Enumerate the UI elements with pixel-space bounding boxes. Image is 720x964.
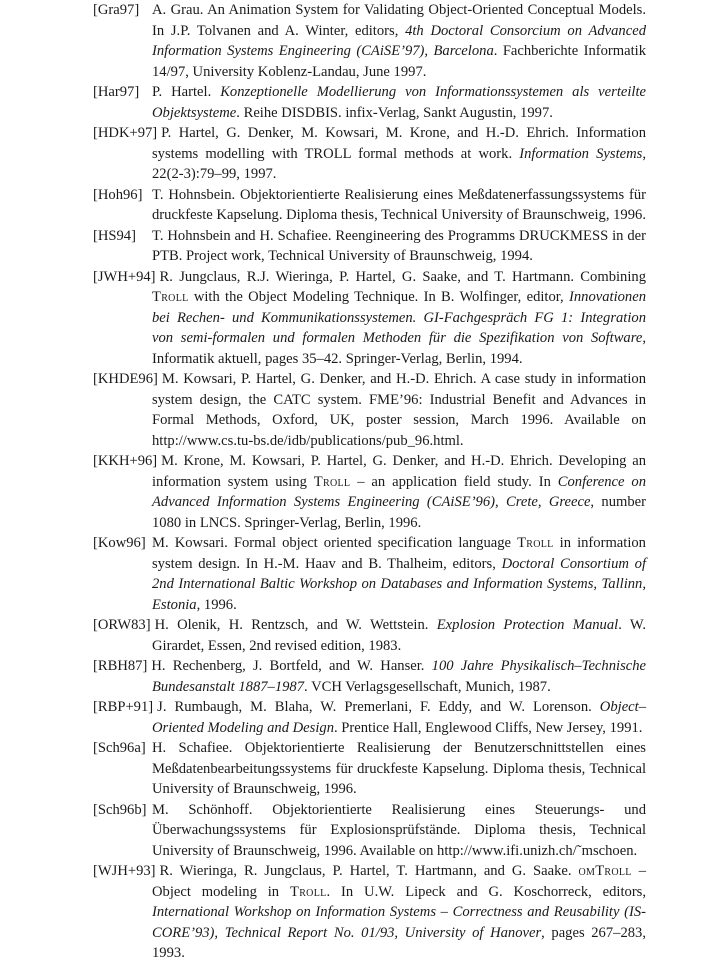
reference-entry [93, 533, 646, 615]
reference-segment: P. Hartel. [152, 84, 221, 100]
reference-smallcaps-segment: Troll [289, 883, 327, 900]
reference-italic-segment: International Workshop on Information Systems – Correctness and Reusability (IS-CORE’93), Technical Report No. 01/93, University of Hanover [152, 904, 646, 941]
reference-label: [HS94] [93, 227, 136, 244]
reference-segment: – Object modeling in [152, 863, 646, 900]
reference-entry [93, 738, 646, 800]
reference-smallcaps-segment: Troll [517, 535, 554, 551]
reference-entry [93, 82, 646, 123]
reference-italic-segment: Information Systems [519, 145, 643, 162]
reference-text [152, 228, 646, 265]
bibliography-list [93, 0, 646, 964]
reference-smallcaps-segment: omTroll [578, 863, 632, 879]
reference-text [151, 658, 646, 695]
reference-label: [RBP+91] [93, 699, 154, 715]
reference-segment: A. Grau. An Animation System for Validating Object-Oriented Conceptual Models. In J.P. Tolvanen and A. Winter, editors, [152, 2, 646, 39]
reference-text [152, 125, 646, 182]
reference-label: [JWH+94] [93, 268, 156, 285]
reference-segment: with the Object Modeling Technique. In B. Wolfinger, editor, [188, 289, 569, 305]
reference-entry [93, 451, 646, 533]
reference-entry [93, 697, 646, 738]
reference-segment: M. Kowsari. Formal object oriented specification language [152, 535, 518, 551]
reference-text [152, 535, 646, 613]
reference-entry [93, 185, 646, 226]
reference-segment: H. Rechenberg, J. Bortfeld, and W. Hanser. [151, 658, 432, 674]
reference-italic-segment: Innovationen bei Rechen- und Kommunikationssystemen. GI-Fachgespräch FG 1: Integration von semi-formalen und formalen Methoden für die Spezifikation von Software [152, 289, 646, 346]
reference-segment: , 1996. [196, 596, 237, 613]
reference-segment: – an application field study. In [350, 473, 558, 490]
reference-text [152, 371, 646, 449]
reference-label: [RBH87] [93, 658, 148, 674]
reference-smallcaps-segment: Troll [152, 289, 189, 305]
reference-smallcaps-segment: Troll [313, 473, 351, 490]
reference-text [152, 863, 646, 961]
reference-italic-segment: Explosion Protection Manual [436, 617, 619, 633]
reference-segment: , Informatik aktuell, pages 35–42. Springer-Verlag, Berlin, 1994. [152, 330, 646, 367]
reference-segment: . W. Girardet, Essen, 2nd revised edition, 1983. [152, 617, 646, 654]
reference-segment: P. Hartel, G. Denker, M. Kowsari, M. Krone, and H.-D. Ehrich. Information systems modelling with TROLL formal methods at work. [152, 125, 646, 162]
reference-entry [93, 123, 646, 185]
reference-segment: T. Hohnsbein and H. Schafiee. Reengineering des Programms DRUCKMESS in der PTB. Project work, Technical University of Braunschweig, 1994. [152, 227, 646, 264]
reference-segment: , number 1080 in LNCS. Springer-Verlag, Berlin, 1996. [152, 494, 646, 531]
reference-label: [Hoh96] [93, 186, 143, 203]
reference-segment: . VCH Verlagsgesellschaft, Munich, 1987. [304, 678, 551, 695]
reference-segment: , 22(2-3):79–99, 1997. [152, 145, 646, 182]
reference-segment: M. Kowsari, P. Hartel, G. Denker, and H.-D. Ehrich. A case study in information system design, the CATC system. FME’96: Industrial Benefit and Advances in Formal Methods, Oxford, UK, poster session, March 1996. Available on http://www.cs.tu-bs.de/idb/publications/pub_96.html. [152, 371, 646, 449]
reference-italic-segment: Doctoral Consortium of 2nd International Baltic Workshop on Databases and Information Systems, Tallinn, Estonia [152, 555, 647, 613]
reference-segment: . In U.W. Lipeck and G. Koschorreck, editors, [326, 883, 647, 900]
reference-label: [Gra97] [93, 2, 140, 18]
reference-entry [93, 267, 646, 370]
reference-italic-segment: 100 Jahre Physikalisch–Technische Bundesanstalt 1887–1987 [152, 658, 646, 695]
reference-text [152, 269, 646, 367]
reference-entry [93, 800, 646, 862]
reference-text [152, 699, 646, 736]
reference-segment: J. Rumbaugh, M. Blaha, W. Premerlani, F. Eddy, and W. Lorenson. [157, 699, 600, 715]
reference-segment: . Reihe DISDBIS. infix-Verlag, Sankt Augustin, 1997. [236, 104, 553, 121]
reference-text [152, 617, 646, 654]
reference-entry [93, 0, 646, 82]
reference-segment: . Fachberichte Informatik 14/97, University Koblenz-Landau, June 1997. [152, 43, 647, 80]
reference-segment: . Prentice Hall, Englewood Cliffs, New Jersey, 1991. [334, 719, 643, 736]
reference-label: [KKH+96] [93, 453, 158, 469]
reference-entry [93, 369, 646, 451]
reference-label: [ORW83] [93, 617, 151, 633]
reference-segment: T. Hohnsbein. Objektorientierte Realisierung eines Meßdatenerfassungssystems für druckfeste Kapselung. Diploma thesis, Technical University of Braunschweig, 1996. [152, 186, 646, 223]
reference-text [152, 802, 646, 859]
reference-text [152, 2, 646, 80]
reference-label: [Kow96] [93, 535, 146, 551]
reference-label: [Sch96b] [93, 801, 147, 818]
reference-segment: in information system design. In H.-M. Haav and B. Thalheim, editors, [152, 535, 646, 572]
reference-text [152, 453, 646, 531]
reference-entry [93, 615, 646, 656]
reference-segment: R. Jungclaus, R.J. Wieringa, P. Hartel, G. Saake, and T. Hartmann. Combining [159, 268, 646, 285]
reference-entry [93, 861, 646, 964]
reference-label: [Sch96a] [93, 740, 146, 756]
reference-segment: R. Wieringa, R. Jungclaus, P. Hartel, T. Hartmann, and G. Saake. [159, 863, 579, 879]
reference-entry [93, 656, 646, 697]
reference-italic-segment: Konzeptionelle Modellierung von Informationssystemen als verteilte Objektsysteme [152, 84, 646, 121]
reference-segment: M. Krone, M. Kowsari, P. Hartel, G. Denker, and H.-D. Ehrich. Developing an information system using [152, 453, 646, 490]
reference-segment: H. Olenik, H. Rentzsch, and W. Wettstein. [154, 617, 437, 633]
reference-label: [KHDE96] [93, 371, 158, 387]
reference-label: [Har97] [93, 84, 140, 100]
reference-segment: M. Schönhoff. Objektorientierte Realisierung eines Steuerungs- und Überwachungssystems für Explosionsprüfstände. Diploma thesis, Technical University of Braunschweig, 1996. Available on http://www.ifi.unizh.ch/˜mschoen. [152, 801, 646, 859]
reference-segment: H. Schafiee. Objektorientierte Realisierung der Benutzerschnittstellen eines Meßdatenbearbeitungssystems für druckfeste Kapselung. Diploma thesis, Technical University of Braunschweig, 1996. [152, 740, 646, 797]
reference-entry [93, 226, 646, 267]
reference-text [152, 740, 646, 797]
reference-label: [HDK+97] [93, 125, 158, 141]
reference-italic-segment: 4th Doctoral Consorcium on Advanced Information Systems Engineering (CAiSE’97), Barcelona [152, 22, 646, 59]
reference-italic-segment: Object–Oriented Modeling and Design [152, 699, 646, 736]
reference-segment: , pages 267–283, 1993. [152, 924, 646, 961]
reference-text [152, 187, 646, 224]
reference-italic-segment: Conference on Advanced Information Systems Engineering (CAiSE’96), Crete, Greece [152, 473, 646, 510]
reference-label: [WJH+93] [93, 863, 156, 879]
reference-text [152, 84, 646, 121]
